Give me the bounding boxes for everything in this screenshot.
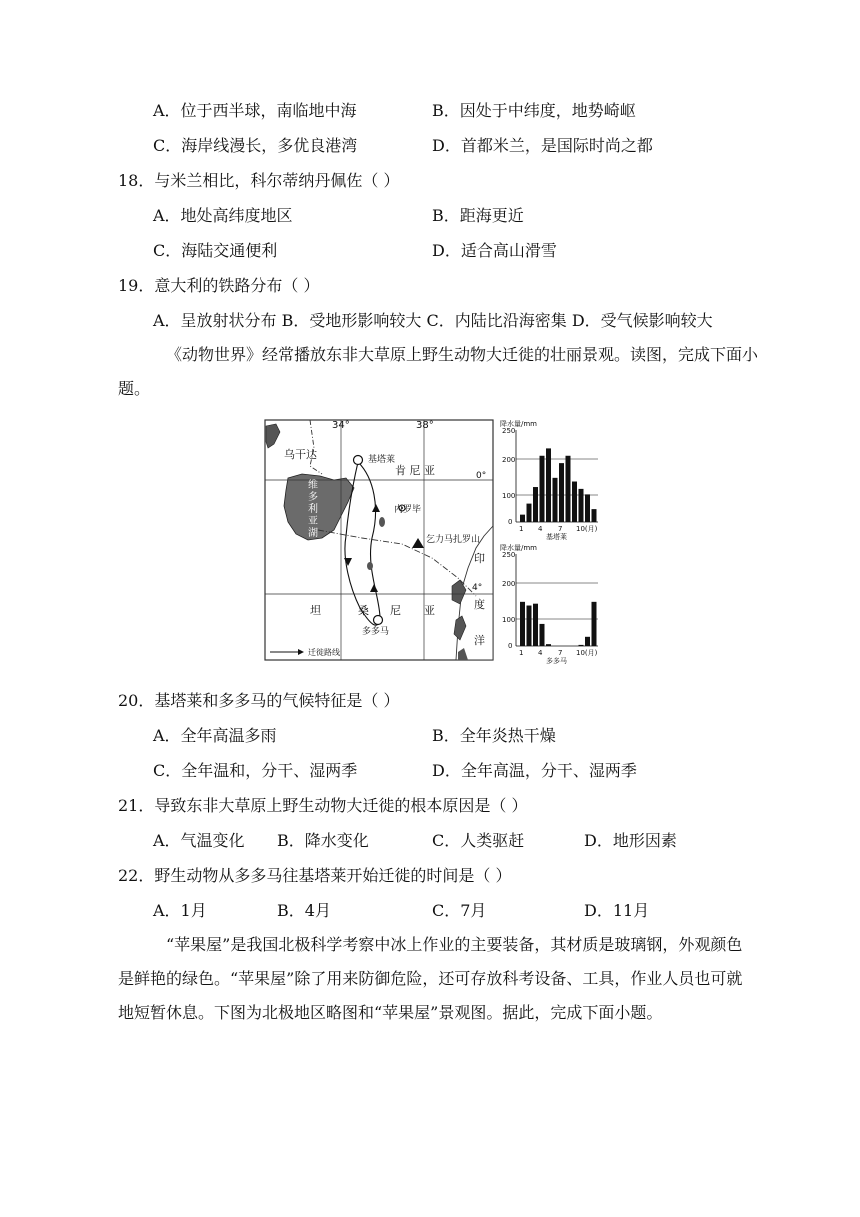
chart-kitale-title: 基塔莱 [546,533,567,541]
q22-stem: 22．野生动物从多多马往基塔莱开始迁徙的时间是（ ） [118,866,512,885]
chart-kitale-bar-6 [553,478,558,522]
chart-kitale-bar-1 [520,515,525,522]
chart-dodoma-ytick: 250 [502,551,516,559]
chart-kitale-bar-10 [579,489,584,522]
q20-option-d: D．全年高温，分干、湿两季 [432,761,637,780]
chart-kitale-bar-12 [592,509,597,522]
q17-option-c: C．海岸线漫长，多优良港湾 [153,136,358,155]
lat-0-label: 0° [476,471,487,481]
q22-option-c: C．7月 [432,901,487,920]
chart-dodoma-bar-5 [546,644,551,646]
chart-kitale-xtick: 7 [558,525,563,533]
label-tanzania-2: 桑 [358,604,369,617]
chart-dodoma-xtick: 10(月) [576,649,598,657]
chart-dodoma-xtick: 4 [538,649,543,657]
chart-kitale-xtick: 1 [519,525,524,533]
q17-option-a: A．位于西半球，南临地中海 [153,101,357,120]
chart-dodoma-ytick: 0 [508,642,513,650]
q21-option-a: A．气温变化 [153,831,245,850]
lon-34-label: 34° [332,420,350,431]
chart-kitale-xtick: 10(月) [576,525,598,533]
label-ocean-2: 度 [474,598,485,611]
label-tanzania-1: 坦 [310,604,321,617]
lake-label-2: 多 [308,492,318,503]
chart-kitale-bar-3 [533,487,538,522]
chart-dodoma-bar-12 [592,602,597,646]
q18-option-a: A．地处高纬度地区 [153,206,293,225]
passage-apple-house: “苹果屋”是我国北极科学考察中冰上作业的主要装备，其材质是玻璃钢，外观颜色是鲜艳的绿色。“苹果屋”除了用来防御危险，还可存放科考设备、工具，作业人员也可就地短暂休息。下图为北极地区略图和“苹果屋”景观图。据此，完成下面小题。 [118,935,743,1022]
q18-option-b: B．距海更近 [432,206,524,225]
q21-option-d: D．地形因素 [584,831,677,850]
figure-svg [262,418,602,664]
q22-option-d: D．11月 [584,901,650,920]
chart-kitale [500,419,598,541]
label-dodoma: 多多马 [362,627,390,637]
chart-dodoma-bar-3 [533,604,538,646]
chart-kitale-ytick: 200 [502,456,516,464]
chart-dodoma-xtick: 1 [519,649,524,657]
q18-option-c: C．海陆交通便利 [153,241,278,260]
chart-kitale-bar-5 [546,448,551,522]
label-kenya: 肯 尼 亚 [395,464,435,477]
q21-option-c: C．人类驱赶 [432,831,525,850]
q20-option-b: B．全年炎热干燥 [432,726,556,745]
chart-dodoma-title: 多多马 [546,657,567,664]
label-ocean-3: 洋 [474,634,485,647]
q22-option-a: A．1月 [153,901,207,920]
legend-label: 迁徙路线 [308,648,340,657]
label-uganda: 乌干达 [284,448,317,461]
q17-option-d: D．首都米兰，是国际时尚之都 [432,136,653,155]
passage-migration: 《动物世界》经常播放东非大草原上野生动物大迁徙的壮丽景观。读图，完成下面小题。 [118,345,759,398]
q18-stem: 18．与米兰相比，科尔蒂纳丹佩佐（ ） [118,171,400,190]
q19-options: A．呈放射状分布 B．受地形影响较大 C．内陆比沿海密集 D．受气候影响较大 [153,311,713,330]
chart-dodoma-xtick: 7 [558,649,563,657]
figure-east-africa [262,418,602,664]
label-tanzania-4: 亚 [424,604,435,617]
chart-dodoma-ytick: 100 [502,616,516,624]
q21-stem: 21．导致东非大草原上野生动物大迁徙的根本原因是（ ） [118,796,528,815]
chart-dodoma-bar-11 [585,637,590,646]
lake-label-4: 亚 [308,516,318,527]
chart-dodoma [500,543,598,664]
chart-dodoma-ylabel: 降水量/mm [500,544,537,552]
q18-option-d: D．适合高山滑雪 [432,241,557,260]
lon-38-label: 38° [416,420,434,431]
chart-kitale-xtick: 4 [538,525,543,533]
chart-kitale-bar-7 [559,463,564,522]
chart-kitale-ytick: 250 [502,427,516,435]
chart-dodoma-bar-4 [540,624,545,646]
q20-option-c: C．全年温和，分干、湿两季 [153,761,358,780]
chart-kitale-ytick: 0 [508,518,513,526]
chart-dodoma-bar-10 [579,645,584,646]
lake-label-1: 维 [308,480,318,491]
label-nairobi: 内罗毕 [394,505,422,515]
chart-kitale-bar-11 [585,494,590,522]
label-tanzania-3: 尼 [390,604,401,617]
chart-dodoma-ytick: 200 [502,580,516,588]
chart-dodoma-bar-2 [527,606,532,646]
lake-label-3: 利 [308,504,318,515]
label-ocean-1: 印 [474,552,485,565]
chart-kitale-ylabel: 降水量/mm [500,420,537,428]
chart-kitale-ytick: 100 [502,492,516,500]
lake-label-5: 湖 [308,528,318,539]
label-kitale: 基塔莱 [368,455,396,465]
label-kilimanjaro: 乞力马扎罗山 [426,535,481,545]
q17-option-b: B．因处于中纬度，地势崎岖 [432,101,636,120]
q21-option-b: B．降水变化 [277,831,369,850]
q20-stem: 20．基塔莱和多多马的气候特征是（ ） [118,691,400,710]
map [265,420,493,660]
chart-dodoma-bar-1 [520,602,525,646]
q20-option-a: A．全年高温多雨 [153,726,277,745]
q22-option-b: B．4月 [277,901,331,920]
chart-kitale-bar-4 [540,456,545,522]
chart-kitale-bar-8 [566,456,571,522]
chart-kitale-bar-9 [572,482,577,522]
lat-4-label: 4° [472,583,483,593]
q19-stem: 19．意大利的铁路分布（ ） [118,276,320,295]
chart-kitale-bar-2 [527,504,532,522]
